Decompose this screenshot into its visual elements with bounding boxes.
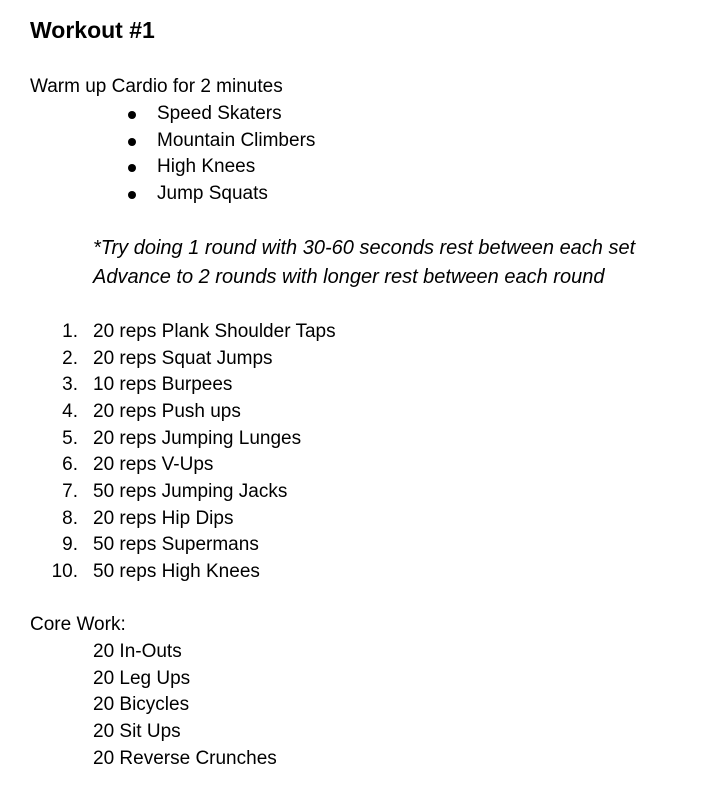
core-item: 20 Sit Ups bbox=[93, 721, 181, 742]
list-item: 20 reps Hip Dips bbox=[93, 508, 234, 529]
note-line-1: *Try doing 1 round with 30-60 seconds rest between each set bbox=[93, 237, 636, 259]
warmup-item: Speed Skaters bbox=[157, 103, 282, 124]
list-number: 6. bbox=[62, 454, 78, 475]
list-item: 20 reps Jumping Lunges bbox=[93, 428, 302, 449]
list-item: 50 reps High Knees bbox=[93, 561, 260, 582]
list-number: 7. bbox=[62, 481, 78, 502]
warmup-item: High Knees bbox=[157, 156, 256, 177]
note-line-2: Advance to 2 rounds with longer rest between each round bbox=[93, 266, 605, 288]
bullet-icon bbox=[128, 164, 136, 172]
list-item: 50 reps Jumping Jacks bbox=[93, 481, 288, 502]
warmup-heading: Warm up Cardio for 2 minutes bbox=[30, 76, 283, 97]
list-number: 5. bbox=[62, 428, 78, 449]
list-number: 9. bbox=[62, 534, 78, 555]
bullet-icon bbox=[128, 138, 136, 146]
list-number: 10. bbox=[51, 561, 78, 582]
list-number: 1. bbox=[62, 321, 78, 342]
bullet-icon bbox=[128, 111, 136, 119]
list-item: 20 reps Push ups bbox=[93, 401, 241, 422]
warmup-item: Jump Squats bbox=[157, 183, 268, 204]
warmup-item: Mountain Climbers bbox=[157, 130, 316, 151]
list-number: 3. bbox=[62, 374, 78, 395]
core-item: 20 Bicycles bbox=[93, 694, 190, 715]
bullet-icon bbox=[128, 191, 136, 199]
list-item: 50 reps Supermans bbox=[93, 534, 259, 555]
core-heading: Core Work: bbox=[30, 614, 126, 635]
page-title: Workout #1 bbox=[30, 17, 155, 43]
list-item: 10 reps Burpees bbox=[93, 374, 233, 395]
list-item: 20 reps Plank Shoulder Taps bbox=[93, 321, 336, 342]
core-item: 20 Reverse Crunches bbox=[93, 748, 277, 769]
list-number: 4. bbox=[62, 401, 78, 422]
core-item: 20 Leg Ups bbox=[93, 668, 191, 689]
list-item: 20 reps V-Ups bbox=[93, 454, 214, 475]
core-item: 20 In-Outs bbox=[93, 641, 182, 662]
list-number: 8. bbox=[62, 508, 78, 529]
list-number: 2. bbox=[62, 348, 78, 369]
list-item: 20 reps Squat Jumps bbox=[93, 348, 273, 369]
